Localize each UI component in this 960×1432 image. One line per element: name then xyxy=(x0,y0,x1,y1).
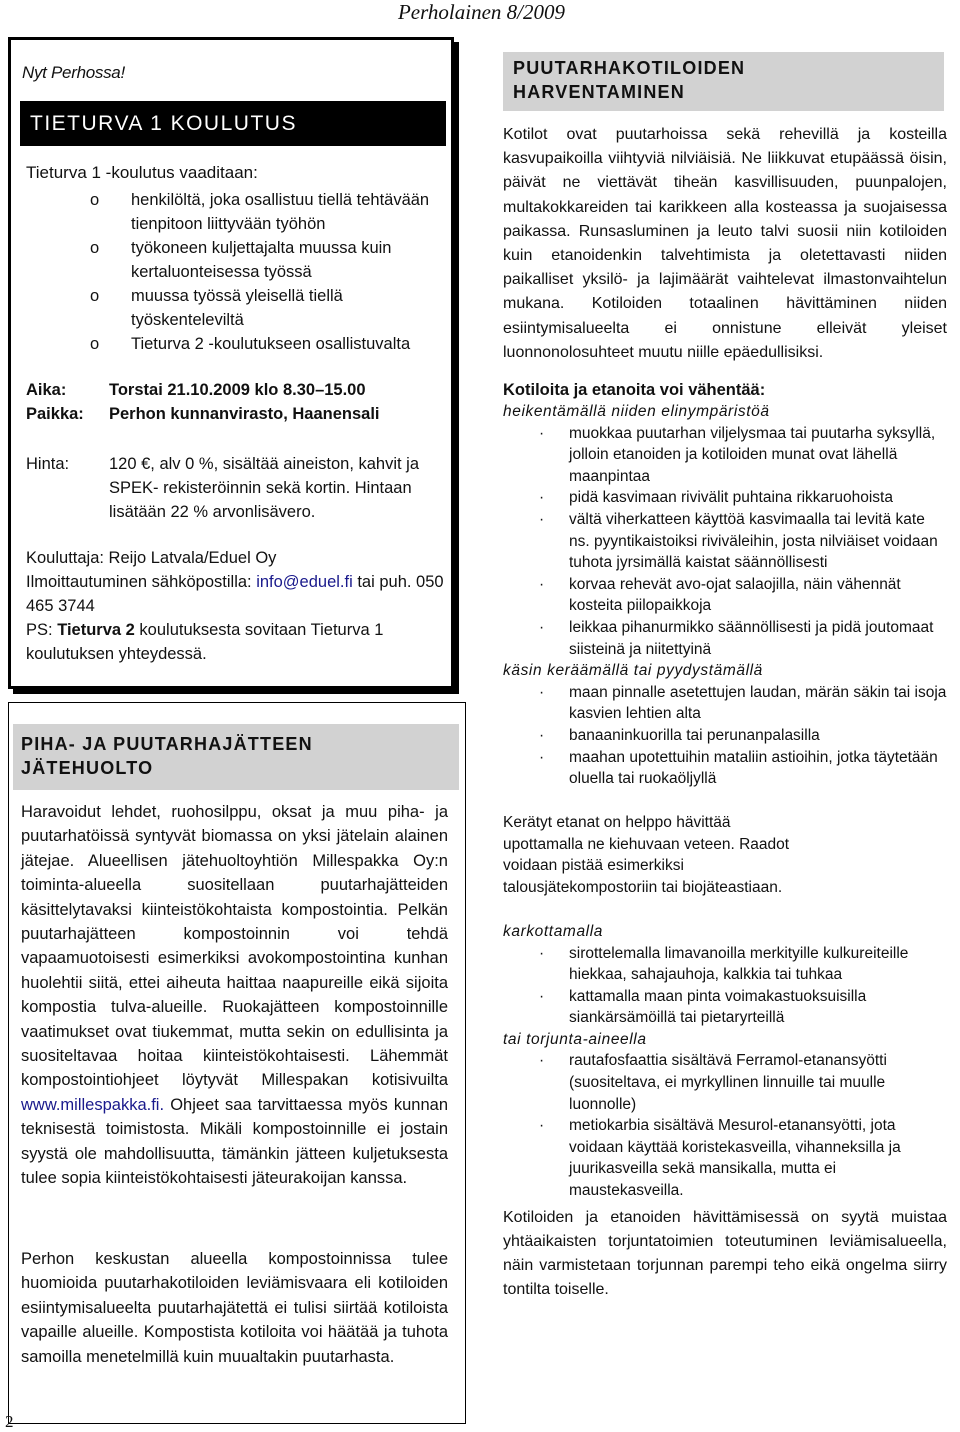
list-item: · muokkaa puutarhan viljelysmaa tai puutarha syksyllä, jolloin etanoiden ja kotiloiden munat ovat lähellä maanpintaa xyxy=(539,424,936,485)
list-item: · maahan upotettuihin mataliin astioihin, jotka täytetään oluella tai ruokaöljyllä xyxy=(539,748,938,788)
list-item: · pidä kasvimaan rivivälit puhtaina rikkaruohoista xyxy=(539,489,893,507)
ad-kicker: Nyt Perhossa! xyxy=(22,63,125,82)
ad-title: TIETURVA 1 KOULUTUS xyxy=(20,101,446,146)
email-link[interactable]: info@eduel.fi xyxy=(256,573,353,591)
running-title: Perholainen 8/2009 xyxy=(397,0,565,24)
reduce-heading: Kotiloita ja etanoita voi vähentää: xyxy=(503,381,766,400)
requirement-list xyxy=(26,188,446,356)
snails-intro: Kotilot ovat puutarhoissa sekä rehevillä ja kosteilla kasvupaikoilla viihtyviä nilviäisiä. Ne liikkuvat etupäässä öisin, päivät ne viettävät tiheän kasvillisuuden, puunpalojen, multakokkareiden tai karikkeen alla kosteassa ja suojaisessa paikassa. Runsasluminen ja leuto talvi suosii niin kotiloiden kuin etanoidenkin talvehtimista ja oletettavasti niiden paikalliset yksilö- ja lajimäärät vaihtelevat ilmastonvaihtelun mukana. Kotiloiden totaalinen hävittäminen niiden esiintymisalueelta ei onnistune elleivät yleiset luonnonolosuhteet muutu niille epäedullisiksi. xyxy=(503,126,947,361)
signup-text: Ilmoittautuminen sähköpostilla: info@eduel.fi tai puh. 050 465 3744 xyxy=(26,573,444,615)
method-heading: heikentämällä niiden elinympäristöä xyxy=(503,403,770,421)
waste-paragraph-1: Haravoidut lehdet, ruohosilppu, oksat ja muu piha- ja puutarhatöissä syntyvät biomassa on yksi jätelain alainen jätejae. Alueellisen jätehuoltoyhtiön Millespakka Oy:n toiminta-alueella suositellaan puutarhajätteiden käsittelytavaksi kiinteistökohtaista kompostointia. Pelkän puutarhajätteen kompostoinnin voi tehdä vapaamuotoisesti esimerkiksi avokompostointina kunhan huolehtii siitä, ettei aiheuta haittaa naapureille eikä sijoita kompostia tulva-alueille. Ruokajätteen kompostoinnille vaatimukset ovat tiukemmat, mutta sekin on edullisinta ja suositeltavaa hoitaa kiinteistökohtaisesti. Lähemmät kompostointiohjeet löytyvät Millespakan kotisivuilta www.millespakka.fi. Ohjeet saa tarvittaessa myös kunnan teknisestä toimistosta. Mikäli kompostoinnille ei jostain syystä ole mahdollisuutta, tämänkin jätteen kuljetuksesta tulee sopia kiinteistökohtaisesti jäteurakoijan kanssa. xyxy=(21,803,448,1188)
ad-contact xyxy=(26,546,446,666)
waste-paragraph-2: Perhon keskustan alueella kompostoinnissa tulee huomioida puutarhakotiloiden leviämisvaara eli kotiloiden esiintymisalueelta puutarhajätettä ei tulisi siirtää kotiloista vapaille alueille. Kompostista kotiloita voi häätää ja tuhota samoilla menetelmillä kuin muualtakin puutarhasta. xyxy=(21,1250,448,1366)
list-item: o työkoneen kuljettajalta muussa kuin kertaluonteisessa työssä xyxy=(90,239,392,281)
snails-title: PUUTARHAKOTILOIDEN HARVENTAMINEN xyxy=(503,52,944,111)
list-item: · banaaninkuorilla tai perunanpalasilla xyxy=(539,726,820,744)
method2-list xyxy=(503,682,947,790)
list-item: o muussa työssä yleisellä tiellä työskenteleviltä xyxy=(90,287,343,329)
method1-list xyxy=(503,423,947,661)
trainer-text: Kouluttaja: Reijo Latvala/Eduel Oy xyxy=(26,549,277,567)
snails-body xyxy=(503,123,947,1302)
list-item: · maan pinnalle asetettujen laudan, märän säkin tai isoja kasvien lehtien alta xyxy=(539,683,947,723)
requirement-heading: Tieturva 1 -koulutus vaaditaan: xyxy=(26,163,258,182)
ps-text: PS: Tieturva 2 koulutuksesta sovitaan Tieturva 1 koulutuksen yhteydessä. xyxy=(26,621,384,663)
method-heading: tai torjunta-aineella xyxy=(503,1030,647,1048)
conclusion-text: Kotiloiden ja etanoiden hävittämisessä on syytä muistaa yhtäaikaisten torjuntatoimien toteutuminen leviämisalueella, näin varmistetaan torjunnan parempi teho eikä ongelma siirry tontilta toiselle. xyxy=(503,1208,947,1298)
waste-title: PIHA- JA PUUTARHAJÄTTEEN JÄTEHUOLTO xyxy=(13,724,459,790)
list-item: · metiokarbia sisältävä Mesurol-etanansyötti, jota voidaan käyttää koristekasveilla, vihanneksilla ja juurikasveilla sekä mansikalla, mutta ei maustekasveilla. xyxy=(539,1117,901,1200)
method3-list xyxy=(503,943,947,1029)
list-item: · vältä viherkatteen käyttöä kasvimaalla tai levitä kate ns. pyyntikaistoiksi riviväleihin, josta nilviäiset voidaan tuhota jyrsimällä kaistat säännöllisesti xyxy=(539,511,938,572)
list-item: · korvaa rehevät avo-ojat salaojilla, näin vähennät kosteita piilopaikkoja xyxy=(539,575,901,615)
page-number: 2 xyxy=(5,1412,14,1431)
millespakka-link[interactable]: www.millespakka.fi. xyxy=(21,1095,165,1114)
list-item: · sirottelemalla limavanoilla merkityille kulkureiteille hiekkaa, sahajauhoja, kalkkia tai tuhkaa xyxy=(539,944,909,984)
method4-list xyxy=(503,1050,947,1201)
list-item: · rautafosfaattia sisältävä Ferramol-etanansyötti (suositeltava, ei myrkyllinen linnuille tai muulle luonnolle) xyxy=(539,1052,887,1113)
collected-text: Kerätyt etanat on helppo hävittää upottamalla ne kiehuvaan veteen. Raadot voidaan pistää esimerkiksi talousjätekompostoriin tai biojäteastiaan. xyxy=(503,813,790,897)
list-item: o henkilöltä, joka osallistuu tiellä tehtävään tienpitoon liittyvään työhön xyxy=(90,191,430,233)
list-item: o Tieturva 2 -koulutukseen osallistuvalta xyxy=(90,335,411,353)
list-item: · kattamalla maan pinta voimakastuoksuisilla siankärsämöillä tai pietaryrteillä xyxy=(539,987,867,1027)
method-heading: käsin keräämällä tai pyydystämällä xyxy=(503,662,763,680)
method-heading: karkottamalla xyxy=(503,922,603,940)
list-item: · leikkaa pihanurmikko säännöllisesti ja pidä joutomaat siisteinä ja niitettyinä xyxy=(539,618,934,658)
